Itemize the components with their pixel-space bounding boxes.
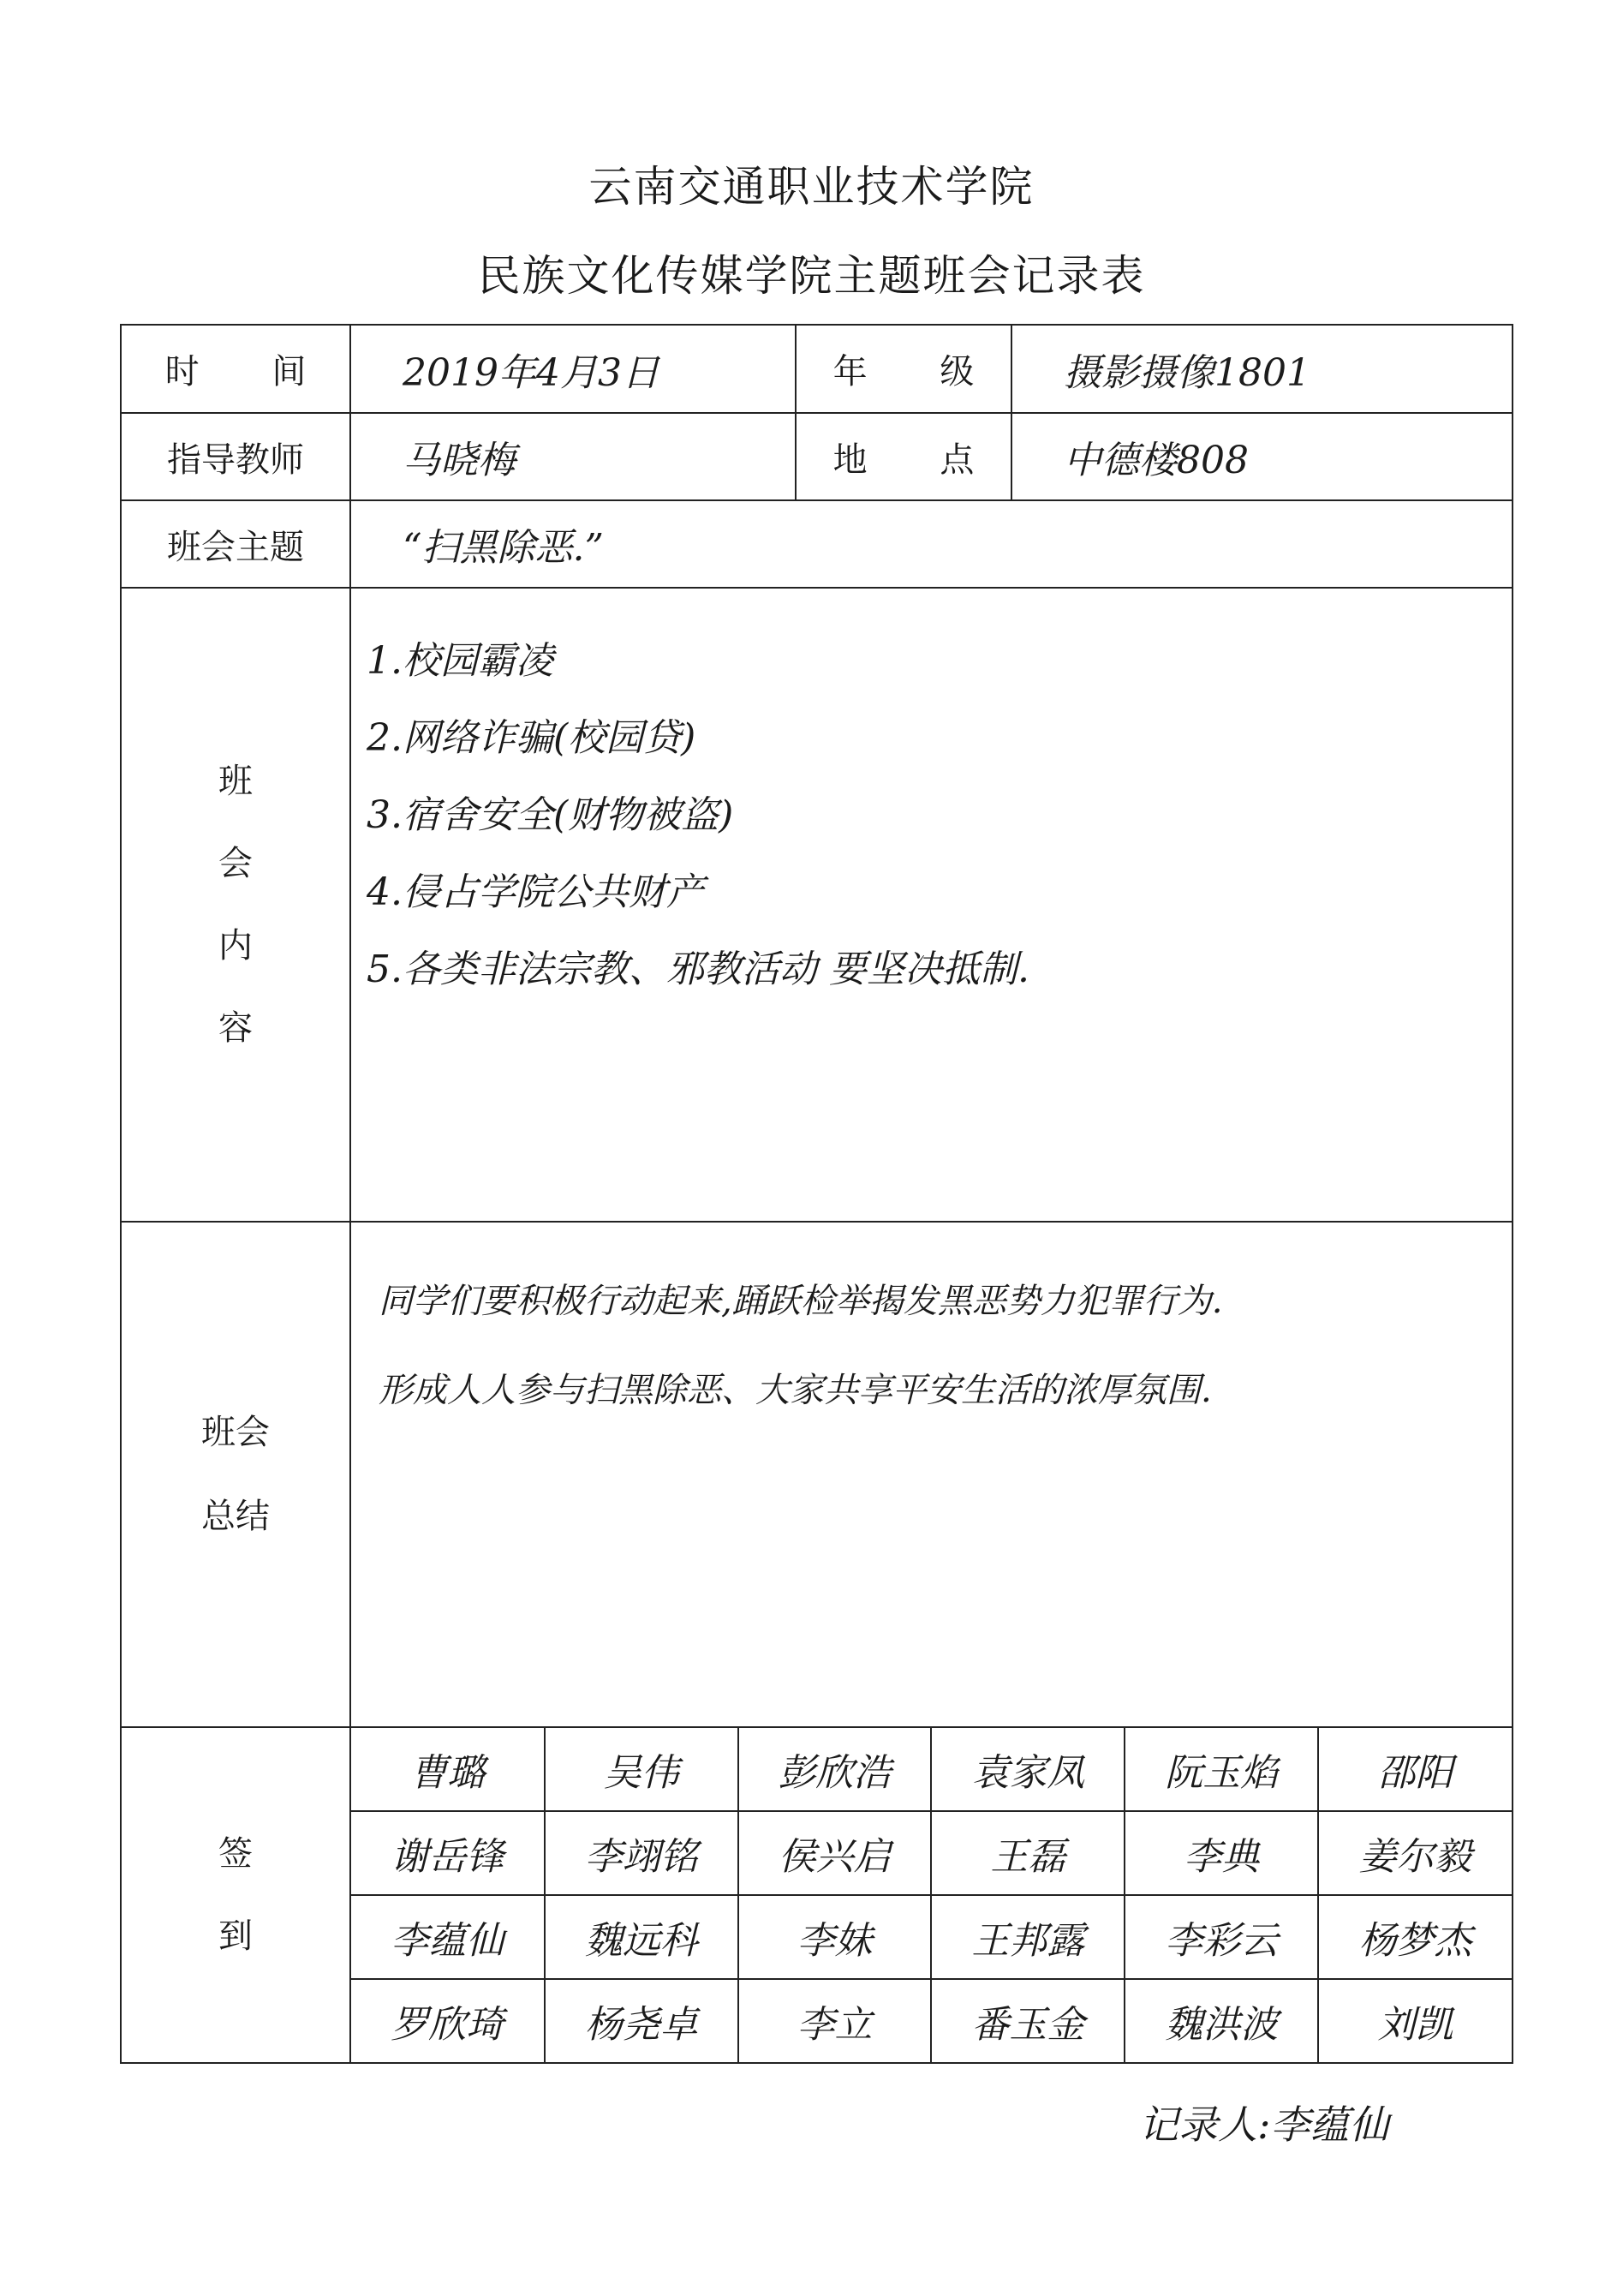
theme-label: 班会主题: [121, 500, 350, 588]
content-label-char: 班: [218, 762, 253, 801]
signature: 吴伟: [545, 1728, 738, 1811]
content-label-char: 会: [218, 844, 253, 883]
signature: 李典: [1125, 1811, 1318, 1895]
signature: 罗欣琦: [351, 1979, 545, 2062]
recorder: 记录人:李蕴仙: [1139, 2102, 1389, 2148]
signature: 杨尧卓: [545, 1979, 738, 2062]
signature: 曹璐: [351, 1728, 545, 1811]
signature: 邵阳: [1318, 1728, 1512, 1811]
signature: 王邦露: [931, 1895, 1125, 1979]
summary-label: [121, 1222, 350, 1727]
summary-label-line: 班会: [201, 1413, 270, 1452]
signature-grid: [351, 1728, 1512, 2062]
signature: 番玉金: [931, 1979, 1125, 2062]
signin-area: [350, 1727, 1513, 2063]
signature: 李彩云: [1125, 1895, 1318, 1979]
signature: 侯兴启: [738, 1811, 932, 1895]
theme-value: “扫黑除恶.”: [350, 500, 1513, 588]
time-value: 2019年4月3日: [350, 325, 796, 413]
content-item: 5.各类非法宗教、邪教活动 要坚决抵制.: [367, 948, 1029, 991]
class-meeting-record-table: [120, 324, 1513, 2064]
content-label: [121, 588, 350, 1222]
location-label: 地 点: [796, 413, 1011, 500]
content-body: [350, 588, 1513, 1222]
summary-label-line: 总结: [201, 1497, 270, 1536]
signin-label-char: 到: [218, 1916, 253, 1956]
signature: 李蕴仙: [351, 1895, 545, 1979]
signature: 姜尔毅: [1318, 1811, 1512, 1895]
teacher-value: 马晓梅: [350, 413, 796, 500]
signature: 李妹: [738, 1895, 932, 1979]
signature: 谢岳锋: [351, 1811, 545, 1895]
signature: 王磊: [931, 1811, 1125, 1895]
signature: 彭欣浩: [738, 1728, 932, 1811]
content-item: 3.宿舍安全(财物被盗): [367, 793, 734, 837]
summary-line: 同学们要积极行动起来,踊跃检举揭发黑恶势力犯罪行为.: [379, 1282, 1223, 1321]
signature: 杨梦杰: [1318, 1895, 1512, 1979]
grade-label: 年 级: [796, 325, 1011, 413]
content-item: 2.网络诈骗(校园贷): [367, 716, 696, 760]
grade-value: 摄影摄像1801: [1011, 325, 1513, 413]
location-value: 中德楼808: [1011, 413, 1513, 500]
signin-label: [121, 1727, 350, 2063]
teacher-label: 指导教师: [121, 413, 350, 500]
signature: 阮玉焰: [1125, 1728, 1318, 1811]
signature: 李翊铭: [545, 1811, 738, 1895]
summary-line: 形成人人参与扫黑除恶、大家共享平安生活的浓厚氛围.: [379, 1371, 1212, 1410]
form-title: 民族文化传媒学院主题班会记录表: [477, 251, 1146, 301]
signature: 魏远科: [545, 1895, 738, 1979]
content-label-char: 内: [218, 926, 253, 966]
content-item: 4.侵占学院公共财产: [367, 870, 704, 914]
signature: 刘凯: [1318, 1979, 1512, 2062]
content-item: 1.校园霸凌: [367, 639, 553, 683]
signature: 袁家凤: [931, 1728, 1125, 1811]
time-label: 时 间: [121, 325, 350, 413]
signin-label-char: 签: [218, 1834, 253, 1874]
signature: 魏洪波: [1125, 1979, 1318, 2062]
content-label-char: 容: [218, 1008, 253, 1048]
signature: 李立: [738, 1979, 932, 2062]
institution-title: 云南交通职业技术学院: [588, 162, 1035, 212]
summary-body: [350, 1222, 1513, 1727]
